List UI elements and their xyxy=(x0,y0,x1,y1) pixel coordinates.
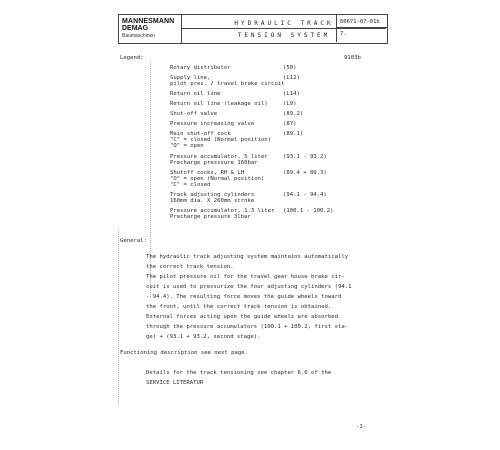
paragraph-line: the correct track tension. xyxy=(146,264,234,270)
legend-item-desc: Rotary distributor xyxy=(170,65,231,71)
paragraph-line: The hydraulic track adjusting system maintains automatically xyxy=(146,254,349,260)
paragraph-line: - 94.4). The resulting force moves the guide wheels toward xyxy=(146,294,342,300)
functioning-note: Functioning description see next page. xyxy=(120,350,248,356)
paragraph-line: cuit is used to pressurize the four adjusting cylinders (94.1 xyxy=(146,284,352,290)
sheet-number: 7. xyxy=(340,31,347,37)
legend-item-desc: Track adjusting cylinders 160mm dia. X 260mm stroke xyxy=(170,192,255,204)
company-logo xyxy=(119,15,182,43)
legend-item-desc: Shut-off valve xyxy=(170,111,218,117)
legend-item-desc: Pressure accumulator, 5 liter Precharge presssure 160bar xyxy=(170,154,268,166)
legend-item-ref: (L14) xyxy=(283,91,300,97)
document-reference xyxy=(336,14,387,42)
legend-item-desc: Main shut-off cock "C" = closed (Normal position) "O" = open xyxy=(170,131,272,149)
details-line-2: SERVICE LITERATUR xyxy=(146,380,204,386)
logo-text-subtitle: Baumaschinen xyxy=(122,33,156,39)
details-line-1: Details for the track tensioning see chapter 6.6 of the xyxy=(146,370,332,376)
paragraph-line: ge) + (93.1 + 93.2, second stage). xyxy=(146,334,261,340)
legend-item-ref: (L9) xyxy=(283,101,297,107)
general-heading: General: xyxy=(120,238,147,244)
legend-item-ref: (89.1) xyxy=(283,131,304,137)
legend-item-ref: (89.4 + 89.3) xyxy=(283,170,327,176)
figure-reference: 9103b xyxy=(344,55,361,61)
paragraph-line: through the pressure accumulators (100.1 + 100.2, first sta- xyxy=(146,324,349,330)
paragraph-line: The pilot pressure oil for the travel gear house brake cir- xyxy=(146,274,345,280)
legend-item-ref: (94.1 - 94.4) xyxy=(283,192,327,198)
legend-item-desc: Return oil line xyxy=(170,91,221,97)
reference-divider xyxy=(337,27,387,28)
legend-item-ref: (93.1 - 93.2) xyxy=(283,154,327,160)
legend-item-desc: Supply line, pilot pres. / travel brake circuit xyxy=(170,75,285,87)
document-header xyxy=(118,14,388,44)
legend-heading: Legend: xyxy=(120,55,144,61)
legend-item-ref: (100.1 - 100.2) xyxy=(283,208,334,214)
page-number: -1- xyxy=(356,424,367,430)
margin-line xyxy=(150,62,151,297)
logo-text-demag: DEMAG xyxy=(122,25,149,32)
paragraph-line: the front, until the correct track tension is obtained. xyxy=(146,304,332,310)
legend-item-ref: (87) xyxy=(283,121,297,127)
legend-item-ref: (L12) xyxy=(283,75,300,81)
paragraph-line: External forces acting upon the guide wheels are absorbed xyxy=(146,314,338,320)
legend-item-desc: Pressure increasing valve xyxy=(170,121,255,127)
logo-text-mannesmann: MANNESMANN xyxy=(122,18,175,25)
doc-number: 60671-07-01b xyxy=(340,19,380,25)
title-line-2: TENSION SYSTEM xyxy=(237,32,331,39)
legend-item-desc: Shutoff cocks, RH & LH "O" = open (Normal position) "C" = closed xyxy=(170,170,265,188)
title-line-1: HYDRAULIC TRACK xyxy=(234,20,334,27)
legend-item-desc: Pressure accumulator, 1.3 liter Precharge pressure 3lbar xyxy=(170,208,275,220)
legend-item-desc: Return oil line (leakage oil) xyxy=(170,101,268,107)
margin-line-lower xyxy=(118,230,119,405)
legend-item-ref: (50) xyxy=(283,65,297,71)
legend-item-ref: (89.2) xyxy=(283,111,304,117)
